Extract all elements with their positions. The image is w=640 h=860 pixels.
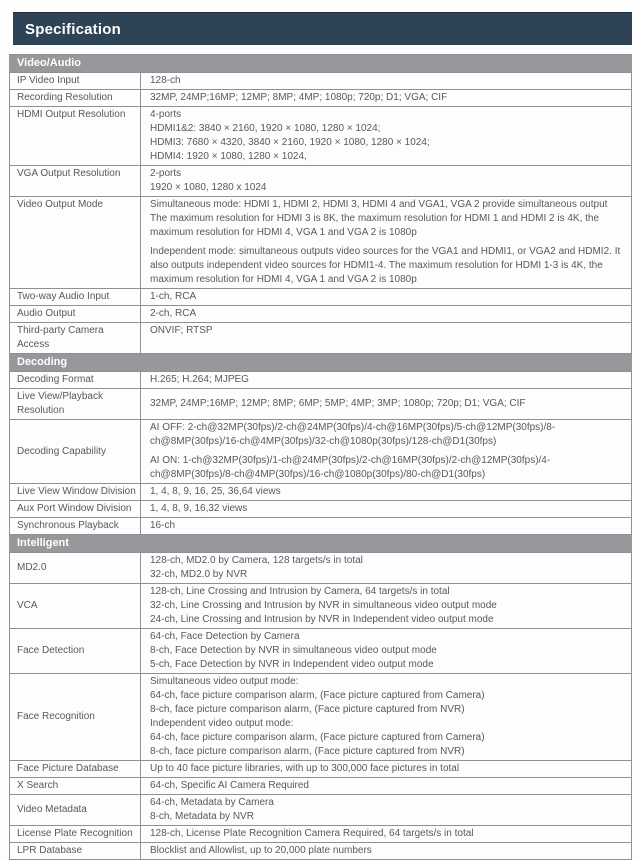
spec-row-video-metadata bbox=[10, 795, 632, 826]
spec-value bbox=[141, 826, 632, 843]
spec-value-paragraph: 16-ch bbox=[150, 520, 176, 531]
spec-value-paragraph: 1-ch, RCA bbox=[150, 291, 197, 302]
spec-value-paragraph: 2-ch, RCA bbox=[150, 308, 197, 319]
spec-label: HDMI Output Resolution bbox=[10, 107, 141, 166]
spec-label: Video Output Mode bbox=[10, 197, 141, 289]
spec-value bbox=[141, 795, 632, 826]
spec-row-live-view-window-division bbox=[10, 484, 632, 501]
spec-row-live-view-playback-resolution bbox=[10, 389, 632, 420]
spec-value-paragraph: 128-ch, License Plate Recognition Camera Required, 64 targets/s in total bbox=[150, 828, 474, 839]
spec-value-paragraph: 128-ch, Line Crossing and Intrusion by Camera, 64 targets/s in total 32-ch, Line Crossing and Intrusion by NVR in simultaneous video output mode 24-ch, Line Crossing and Intrusion by NVR in Independent video output mode bbox=[150, 586, 497, 625]
spec-row-aux-port-window-division bbox=[10, 501, 632, 518]
spec-value-paragraph: 1, 4, 8, 9, 16, 25, 36,64 views bbox=[150, 486, 281, 497]
spec-value-paragraph: 64-ch, Specific AI Camera Required bbox=[150, 780, 309, 791]
spec-label: Face Detection bbox=[10, 629, 141, 674]
spec-row-decoding-capability bbox=[10, 420, 632, 484]
spec-value-paragraph: ONVIF; RTSP bbox=[150, 325, 213, 336]
spec-value bbox=[141, 90, 632, 107]
spec-label: Recording Resolution bbox=[10, 90, 141, 107]
spec-value-paragraph: 128-ch, MD2.0 by Camera, 128 targets/s in total 32-ch, MD2.0 by NVR bbox=[150, 555, 363, 580]
spec-value bbox=[141, 420, 632, 484]
spec-label: Face Recognition bbox=[10, 674, 141, 761]
spec-label: MD2.0 bbox=[10, 553, 141, 584]
spec-label: X Search bbox=[10, 778, 141, 795]
spec-label: Decoding Capability bbox=[10, 420, 141, 484]
spec-label: Third-party Camera Access bbox=[10, 323, 141, 354]
spec-value-paragraph: Up to 40 face picture libraries, with up to 300,000 face pictures in total bbox=[150, 763, 460, 774]
spec-value-paragraph: Blocklist and Allowlist, up to 20,000 plate numbers bbox=[150, 845, 372, 856]
spec-value-paragraph: Independent mode: simultaneous outputs video sources for the VGA1 and HDMI1, or VGA2 and HDMI2. It also outputs independent video sources for HDMI1-4. The maximum resolution for HDMI 1-3 is 4K, the maximum resolution for HDMI 4, VGA 1 and VGA 2 is 1080p bbox=[150, 246, 621, 285]
spec-value bbox=[141, 166, 632, 197]
spec-row-face-recognition bbox=[10, 674, 632, 761]
spec-row-vga-output-resolution bbox=[10, 166, 632, 197]
spec-value bbox=[141, 484, 632, 501]
spec-row-face-detection bbox=[10, 629, 632, 674]
section-row-intelligent bbox=[10, 535, 632, 553]
spec-value-paragraph: 1, 4, 8, 9, 16,32 views bbox=[150, 503, 248, 514]
spec-value bbox=[141, 674, 632, 761]
spec-row-hdmi-output-resolution bbox=[10, 107, 632, 166]
spec-value bbox=[141, 197, 632, 289]
spec-label: Face Picture Database bbox=[10, 761, 141, 778]
spec-value bbox=[141, 501, 632, 518]
spec-row-md2-0 bbox=[10, 553, 632, 584]
spec-row-audio-output bbox=[10, 306, 632, 323]
spec-value-paragraph: 128-ch bbox=[150, 75, 181, 86]
spec-value-paragraph: 64-ch, Metadata by Camera 8-ch, Metadata by NVR bbox=[150, 797, 274, 822]
spec-value-paragraph: 64-ch, Face Detection by Camera 8-ch, Face Detection by NVR in simultaneous video output mode 5-ch, Face Detection by NVR in Independent video output mode bbox=[150, 631, 437, 670]
spec-table-body bbox=[10, 55, 632, 860]
page-title: Specification bbox=[25, 20, 121, 38]
spec-value-paragraph: 32MP, 24MP;16MP; 12MP; 8MP; 6MP; 5MP; 4MP; 3MP; 1080p; 720p; D1; VGA; CIF bbox=[150, 398, 526, 409]
spec-label: Live View/Playback Resolution bbox=[10, 389, 141, 420]
spec-value bbox=[141, 584, 632, 629]
spec-value bbox=[141, 323, 632, 354]
spec-value bbox=[141, 289, 632, 306]
spec-label: Audio Output bbox=[10, 306, 141, 323]
spec-label: Video Metadata bbox=[10, 795, 141, 826]
spec-value bbox=[141, 306, 632, 323]
spec-label: VGA Output Resolution bbox=[10, 166, 141, 197]
spec-label: IP Video Input bbox=[10, 73, 141, 90]
section-header-intelligent: Intelligent bbox=[10, 535, 632, 553]
spec-value-paragraph: Simultaneous video output mode: 64-ch, face picture comparison alarm, (Face picture captured from Camera) 8-ch, face picture comparison alarm, (Face picture captured from NVR) Independent video output mode: 64-ch, face picture comparison alarm, (Face picture captured from Camera) 8-ch, face picture comparison alarm, (Face picture captured from NVR) bbox=[150, 676, 485, 757]
spec-value bbox=[141, 553, 632, 584]
spec-value-paragraph: 32MP, 24MP;16MP; 12MP; 8MP; 4MP; 1080p; 720p; D1; VGA; CIF bbox=[150, 92, 448, 103]
section-header-decoding: Decoding bbox=[10, 354, 632, 372]
spec-value-paragraph: AI ON: 1-ch@32MP(30fps)/1-ch@24MP(30fps)/2-ch@16MP(30fps)/2-ch@12MP(30fps)/4-ch@8MP(30fps)/8-ch@4MP(30fps)/16-ch@1080p(30fps)/80-ch@D1(30fps) bbox=[150, 455, 551, 480]
spec-label: VCA bbox=[10, 584, 141, 629]
spec-value bbox=[141, 389, 632, 420]
section-row-decoding bbox=[10, 354, 632, 372]
spec-value bbox=[141, 778, 632, 795]
spec-table bbox=[9, 54, 632, 860]
spec-row-two-way-audio-input bbox=[10, 289, 632, 306]
spec-row-x-search bbox=[10, 778, 632, 795]
spec-value-paragraph: 2-ports 1920 × 1080, 1280 x 1024 bbox=[150, 168, 267, 193]
spec-value-paragraph: 4-ports HDMI1&2: 3840 × 2160, 1920 × 1080, 1280 × 1024; HDMI3: 7680 × 4320, 3840 × 2160, 1920 × 1080, 1280 × 1024; HDMI4: 1920 × 1080, 1280 × 1024, bbox=[150, 109, 430, 162]
spec-value-paragraph: AI OFF: 2-ch@32MP(30fps)/2-ch@24MP(30fps)/4-ch@16MP(30fps)/5-ch@12MP(30fps)/8-ch@8MP(30fps)/16-ch@4MP(30fps)/32-ch@1080p(30fps)/128-ch@D1(30fps) bbox=[150, 422, 556, 447]
spec-value bbox=[141, 629, 632, 674]
spec-row-synchronous-playback bbox=[10, 518, 632, 535]
section-row-video-audio bbox=[10, 55, 632, 73]
spec-row-recording-resolution bbox=[10, 90, 632, 107]
spec-label: Two-way Audio Input bbox=[10, 289, 141, 306]
page-title-bar bbox=[13, 12, 632, 45]
spec-value-paragraph: H.265; H.264; MJPEG bbox=[150, 374, 249, 385]
spec-label: Synchronous Playback bbox=[10, 518, 141, 535]
spec-row-vca bbox=[10, 584, 632, 629]
spec-label: LPR Database bbox=[10, 843, 141, 860]
section-header-video-audio: Video/Audio bbox=[10, 55, 632, 73]
spec-value bbox=[141, 107, 632, 166]
spec-row-ip-video-input bbox=[10, 73, 632, 90]
spec-value bbox=[141, 73, 632, 90]
spec-value bbox=[141, 518, 632, 535]
spec-value bbox=[141, 372, 632, 389]
spec-label: Aux Port Window Division bbox=[10, 501, 141, 518]
spec-row-lpr-database bbox=[10, 843, 632, 860]
spec-row-face-picture-database bbox=[10, 761, 632, 778]
spec-label: License Plate Recognition bbox=[10, 826, 141, 843]
spec-row-third-party-camera-access bbox=[10, 323, 632, 354]
spec-row-license-plate-recognition bbox=[10, 826, 632, 843]
spec-label: Live View Window Division bbox=[10, 484, 141, 501]
spec-row-decoding-format bbox=[10, 372, 632, 389]
spec-value bbox=[141, 843, 632, 860]
spec-row-video-output-mode bbox=[10, 197, 632, 289]
spec-value bbox=[141, 761, 632, 778]
spec-label: Decoding Format bbox=[10, 372, 141, 389]
spec-value-paragraph: Simultaneous mode: HDMI 1, HDMI 2, HDMI 3, HDMI 4 and VGA1, VGA 2 provide simultaneous output The maximum resolution for HDMI 3 is 8K, the maximum resolution for HDMI 1 and HDMI 2 is 4K, the maximum resolution for HDMI 4, VGA 1 and VGA 2 is 1080p bbox=[150, 199, 608, 238]
